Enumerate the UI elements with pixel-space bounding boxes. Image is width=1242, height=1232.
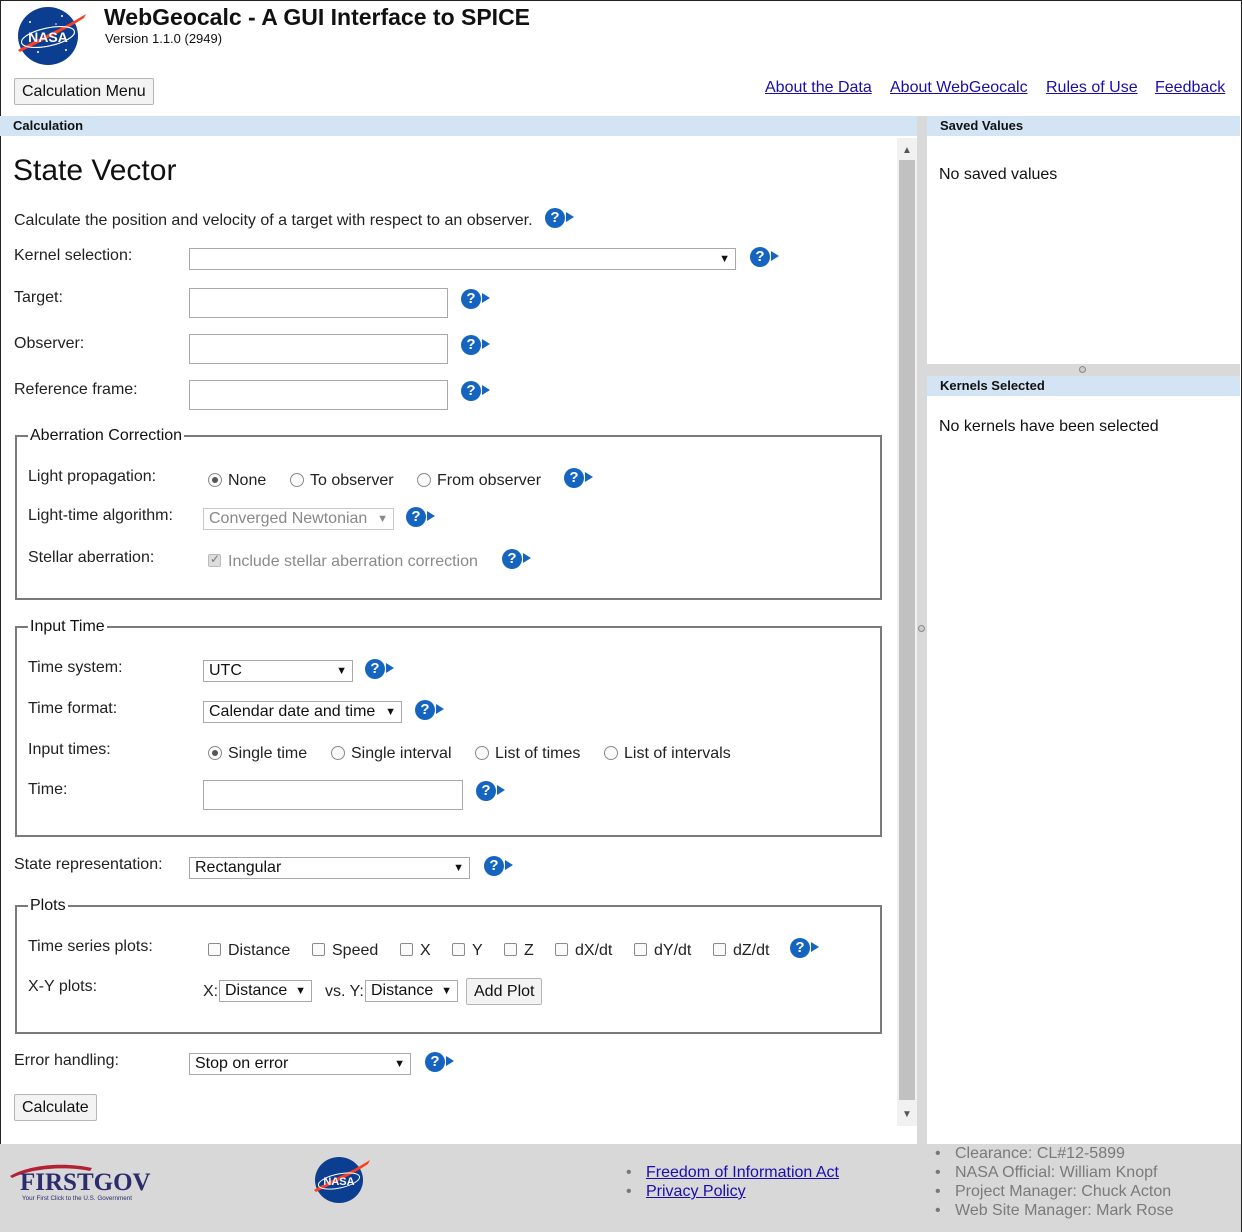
footer-link-item xyxy=(626,1163,839,1182)
nasa-logo-text: NASA xyxy=(28,29,68,45)
plot-checkbox-z[interactable]: Z xyxy=(504,942,534,960)
xy-plot-y-select[interactable]: Distance ▼ xyxy=(365,980,458,1002)
nasa-footer-logo[interactable] xyxy=(312,1154,370,1204)
time-format-label: Time format: xyxy=(28,700,118,717)
help-icon[interactable]: ? xyxy=(476,781,514,805)
reference-frame-input[interactable] xyxy=(189,380,448,410)
help-icon[interactable]: ? xyxy=(790,938,828,962)
checkbox-icon xyxy=(634,943,647,956)
plot-checkbox-dzdt[interactable]: dZ/dt xyxy=(713,942,769,960)
xy-plots-label: X-Y plots: xyxy=(28,978,98,995)
help-icon[interactable]: ? xyxy=(564,468,602,492)
time-input[interactable] xyxy=(203,780,463,810)
observer-label: Observer: xyxy=(14,335,85,352)
page-description: Calculate the position and velocity of a target with respect to an observer. xyxy=(14,212,533,229)
x-axis-prefix: X: xyxy=(203,983,219,1000)
scroll-up-arrow-icon[interactable]: ▲ xyxy=(902,145,912,156)
state-representation-select[interactable]: Rectangular ▼ xyxy=(189,857,470,879)
state-representation-label: State representation: xyxy=(14,856,163,873)
firstgov-tagline: Your First Click to the U.S. Government xyxy=(22,1195,133,1202)
help-icon[interactable]: ? xyxy=(750,247,788,271)
firstgov-title: FIRSTGOV xyxy=(20,1169,151,1196)
aberration-correction-legend: Aberration Correction xyxy=(30,427,183,444)
scroll-down-arrow-icon[interactable]: ▼ xyxy=(902,1109,912,1120)
light-time-algorithm-label: Light-time algorithm: xyxy=(28,507,173,524)
plots-group xyxy=(15,905,882,1034)
splitter-handle-icon[interactable] xyxy=(1079,366,1086,373)
dropdown-caret-icon: ▼ xyxy=(377,513,388,525)
plot-checkbox-x[interactable]: X xyxy=(400,942,431,960)
app-title: WebGeocalc - A GUI Interface to SPICE xyxy=(104,4,531,30)
help-icon[interactable]: ? xyxy=(484,856,522,880)
plot-checkbox-dydt[interactable]: dY/dt xyxy=(634,942,691,960)
help-icon[interactable]: ? xyxy=(545,208,583,232)
checkbox-icon xyxy=(208,943,221,956)
light-option-to-observer[interactable]: To observer xyxy=(290,472,394,490)
dropdown-caret-icon: ▼ xyxy=(441,985,452,997)
nasa-logo xyxy=(16,4,88,66)
about-the-data-link[interactable]: About the Data xyxy=(765,79,872,96)
dropdown-caret-icon: ▼ xyxy=(394,1058,405,1070)
input-times-single-interval[interactable]: Single interval xyxy=(331,745,452,763)
checkbox-icon xyxy=(312,943,325,956)
radio-selected-icon xyxy=(208,746,222,760)
radio-icon xyxy=(475,746,489,760)
checkbox-icon xyxy=(452,943,465,956)
reference-frame-label: Reference frame: xyxy=(14,381,138,398)
footer-info-project-manager: • Project Manager: Chuck Acton xyxy=(935,1182,1173,1201)
time-label: Time: xyxy=(28,781,68,798)
input-times-single-time[interactable]: Single time xyxy=(208,745,307,763)
radio-icon xyxy=(417,473,431,487)
kernels-selected-empty: No kernels have been selected xyxy=(939,418,1159,435)
footer-info-site-manager: • Web Site Manager: Mark Rose xyxy=(935,1201,1173,1220)
light-option-none[interactable]: None xyxy=(208,472,266,490)
checkbox-checked-icon xyxy=(208,554,221,567)
help-icon[interactable]: ? xyxy=(461,335,499,359)
footer-info-clearance: • Clearance: CL#12-5899 xyxy=(935,1144,1173,1163)
input-times-list-of-intervals[interactable]: List of intervals xyxy=(604,745,731,763)
checkbox-icon xyxy=(400,943,413,956)
time-format-select[interactable]: Calendar date and time ▼ xyxy=(203,701,402,723)
plots-legend: Plots xyxy=(30,897,66,914)
xy-plot-x-select[interactable]: Distance ▼ xyxy=(219,980,312,1002)
plot-checkbox-dxdt[interactable]: dX/dt xyxy=(555,942,612,960)
calculation-menu-button[interactable]: Calculation Menu xyxy=(14,78,154,105)
foia-link[interactable]: Freedom of Information Act xyxy=(646,1164,839,1181)
dropdown-caret-icon: ▼ xyxy=(453,862,464,874)
about-webgeocalc-link[interactable]: About WebGeocalc xyxy=(890,79,1028,96)
vs-y-label: vs. Y: xyxy=(325,983,364,1000)
stellar-aberration-label: Stellar aberration: xyxy=(28,549,155,566)
observer-input[interactable] xyxy=(189,334,448,364)
time-series-plots-label: Time series plots: xyxy=(28,938,153,955)
splitter-handle-icon[interactable] xyxy=(918,625,925,632)
time-system-label: Time system: xyxy=(28,659,123,676)
footer-links xyxy=(626,1163,839,1201)
plot-checkbox-speed[interactable]: Speed xyxy=(312,942,378,960)
footer-link-item xyxy=(626,1182,839,1201)
help-icon[interactable]: ? xyxy=(502,549,540,573)
saved-values-empty: No saved values xyxy=(939,166,1058,183)
dropdown-caret-icon: ▼ xyxy=(385,706,396,718)
radio-selected-icon xyxy=(208,473,222,487)
scrollbar-thumb[interactable] xyxy=(899,160,915,1100)
checkbox-icon xyxy=(713,943,726,956)
help-icon[interactable]: ? xyxy=(365,659,403,683)
footer-info-nasa-official: • NASA Official: William Knopf xyxy=(935,1163,1173,1182)
time-system-select[interactable]: UTC ▼ xyxy=(203,660,353,682)
help-icon[interactable]: ? xyxy=(425,1052,463,1076)
kernel-selection-select[interactable] xyxy=(189,248,736,270)
stellar-aberration-checkbox: ✓ Include stellar aberration correction xyxy=(208,553,478,571)
target-input[interactable] xyxy=(189,288,448,318)
error-handling-select[interactable]: Stop on error ▼ xyxy=(189,1053,411,1075)
help-icon[interactable]: ? xyxy=(461,289,499,313)
firstgov-logo[interactable] xyxy=(6,1160,162,1204)
footer-info xyxy=(935,1144,1173,1220)
radio-icon xyxy=(604,746,618,760)
light-option-from-observer[interactable]: From observer xyxy=(417,472,541,490)
page-title: State Vector xyxy=(13,154,177,187)
dropdown-caret-icon: ▼ xyxy=(719,253,730,265)
calculate-button[interactable]: Calculate xyxy=(14,1094,97,1121)
feedback-link[interactable]: Feedback xyxy=(1155,79,1226,96)
checkbox-icon xyxy=(504,943,517,956)
kernel-selection-label: Kernel selection: xyxy=(14,247,133,264)
add-plot-button[interactable]: Add Plot xyxy=(466,978,542,1005)
help-icon[interactable]: ? xyxy=(415,700,453,724)
light-propagation-label: Light propagation: xyxy=(28,468,157,485)
dropdown-caret-icon: ▼ xyxy=(295,985,306,997)
dropdown-caret-icon: ▼ xyxy=(336,665,347,677)
saved-values-header: Saved Values xyxy=(927,116,1240,136)
kernels-selected-header: Kernels Selected xyxy=(927,376,1240,396)
error-handling-label: Error handling: xyxy=(14,1052,119,1069)
radio-icon xyxy=(331,746,345,760)
rules-of-use-link[interactable]: Rules of Use xyxy=(1046,79,1138,96)
app-version: Version 1.1.0 (2949) xyxy=(105,31,223,46)
input-times-label: Input times: xyxy=(28,741,111,758)
radio-icon xyxy=(290,473,304,487)
plot-checkbox-distance[interactable]: Distance xyxy=(208,942,290,960)
help-icon[interactable]: ? xyxy=(461,381,499,405)
target-label: Target: xyxy=(14,289,63,306)
plot-checkbox-y[interactable]: Y xyxy=(452,942,483,960)
input-time-legend: Input Time xyxy=(30,618,105,635)
privacy-policy-link[interactable]: Privacy Policy xyxy=(646,1183,746,1200)
calculation-panel-header: Calculation xyxy=(0,116,917,136)
checkbox-icon xyxy=(555,943,568,956)
light-time-algorithm-select: Converged Newtonian ▼ xyxy=(203,508,394,530)
nasa-footer-logo-text: NASA xyxy=(323,1176,355,1188)
input-times-list-of-times[interactable]: List of times xyxy=(475,745,580,763)
help-icon[interactable]: ? xyxy=(406,507,444,531)
